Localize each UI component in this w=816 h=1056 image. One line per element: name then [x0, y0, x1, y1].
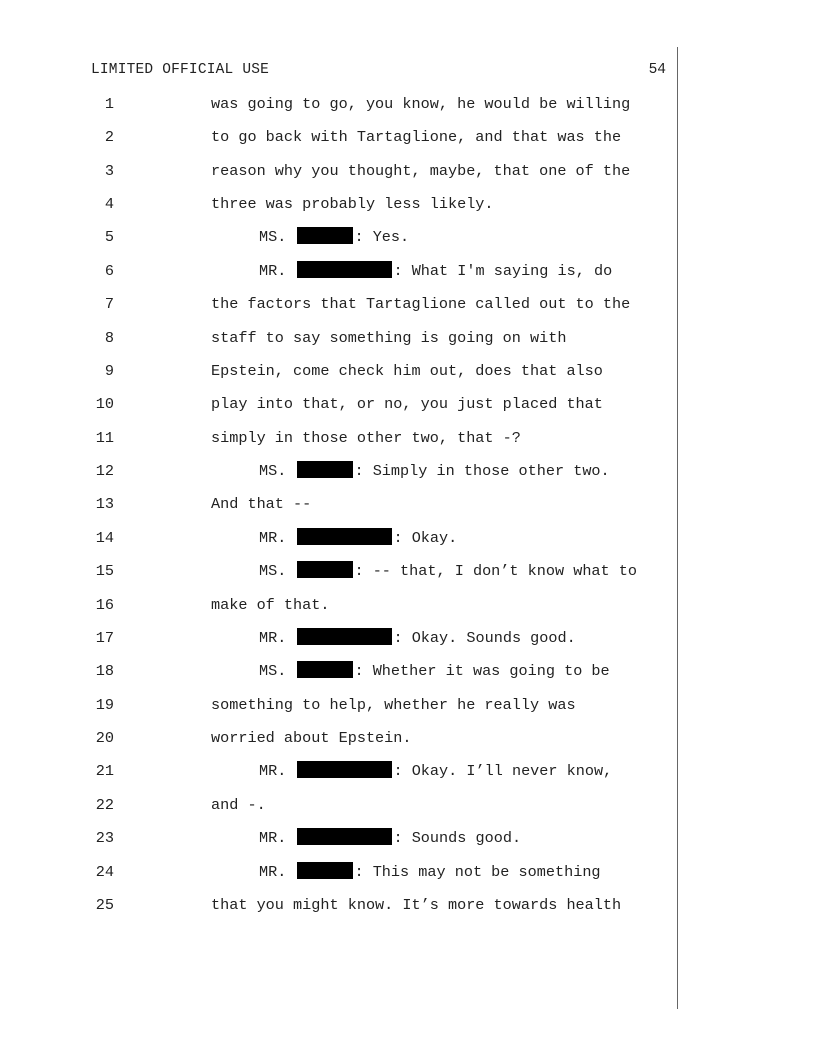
transcript-line	[0, 161, 816, 181]
speaker-title: MS.	[259, 662, 287, 680]
speaker-text: : Whether it was going to be	[354, 662, 610, 680]
speaker-title: MR.	[259, 262, 287, 280]
line-text: Epstein, come check him out, does that also	[211, 362, 603, 380]
line-text: the factors that Tartaglione called out to the	[211, 295, 631, 313]
line-number: 21	[95, 762, 114, 780]
redaction-box	[297, 461, 353, 478]
line-number: 17	[95, 629, 114, 647]
line-number: 24	[95, 863, 114, 881]
transcript-line	[0, 227, 816, 247]
redaction-box	[297, 227, 353, 244]
line-text: staff to say something is going on with	[211, 329, 567, 347]
speaker-line	[259, 828, 521, 848]
line-number: 23	[95, 829, 114, 847]
line-number: 3	[104, 162, 114, 180]
speaker-title: MR.	[259, 829, 287, 847]
transcript-line	[0, 661, 816, 681]
transcript-line	[0, 394, 816, 414]
redaction-box	[297, 661, 353, 678]
transcript-line	[0, 94, 816, 114]
redaction-box	[297, 862, 353, 879]
redaction-box	[297, 528, 392, 545]
speaker-text: : Okay. Sounds good.	[393, 629, 576, 647]
transcript-line	[0, 194, 816, 214]
speaker-text: : Okay. I’ll never know,	[393, 762, 613, 780]
transcript-line	[0, 795, 816, 815]
line-number: 7	[104, 295, 114, 313]
speaker-line	[259, 261, 612, 281]
page-number: 54	[648, 62, 666, 78]
transcript-line	[0, 494, 816, 514]
line-number: 8	[104, 329, 114, 347]
line-number: 25	[95, 896, 114, 914]
speaker-line	[259, 561, 637, 581]
transcript-line	[0, 862, 816, 882]
transcript-line	[0, 428, 816, 448]
line-number: 18	[95, 662, 114, 680]
speaker-title: MR.	[259, 629, 287, 647]
line-number: 1	[104, 95, 114, 113]
speaker-text: : Simply in those other two.	[354, 462, 610, 480]
speaker-title: MS.	[259, 228, 287, 246]
line-number: 13	[95, 495, 114, 513]
transcript-line	[0, 361, 816, 381]
line-number: 22	[95, 796, 114, 814]
transcript-line	[0, 595, 816, 615]
speaker-line	[259, 528, 457, 548]
speaker-title: MS.	[259, 462, 287, 480]
line-text: was going to go, you know, he would be willing	[211, 95, 631, 113]
speaker-text: : Sounds good.	[393, 829, 522, 847]
line-number: 19	[95, 696, 114, 714]
line-number: 6	[104, 262, 114, 280]
transcript-line	[0, 127, 816, 147]
speaker-line	[259, 862, 601, 882]
speaker-text: : Okay.	[393, 529, 458, 547]
line-text: something to help, whether he really was	[211, 696, 576, 714]
line-number: 20	[95, 729, 114, 747]
line-text: make of that.	[211, 596, 330, 614]
speaker-text: : Yes.	[354, 228, 410, 246]
redaction-box	[297, 828, 392, 845]
transcript-line	[0, 695, 816, 715]
line-number: 4	[104, 195, 114, 213]
line-text: And that --	[211, 495, 312, 513]
speaker-line	[259, 628, 576, 648]
line-number: 15	[95, 562, 114, 580]
speaker-line	[259, 761, 612, 781]
transcript-line	[0, 461, 816, 481]
redaction-box	[297, 761, 392, 778]
speaker-line	[259, 661, 610, 681]
line-number: 2	[104, 128, 114, 146]
transcript-line	[0, 895, 816, 915]
redaction-box	[297, 261, 392, 278]
classification-header: LIMITED OFFICIAL USE	[91, 62, 270, 78]
transcript-line	[0, 528, 816, 548]
speaker-title: MR.	[259, 863, 287, 881]
line-number: 16	[95, 596, 114, 614]
transcript-line	[0, 761, 816, 781]
speaker-text: : What I'm saying is, do	[393, 262, 613, 280]
line-number: 5	[104, 228, 114, 246]
redaction-box	[297, 561, 353, 578]
line-text: simply in those other two, that -?	[211, 429, 521, 447]
line-number: 14	[95, 529, 114, 547]
speaker-title: MR.	[259, 762, 287, 780]
transcript-line	[0, 328, 816, 348]
line-text: reason why you thought, maybe, that one of the	[211, 162, 631, 180]
transcript-line	[0, 261, 816, 281]
speaker-text: : -- that, I don’t know what to	[354, 562, 638, 580]
line-text: worried about Epstein.	[211, 729, 412, 747]
transcript-line	[0, 561, 816, 581]
line-number: 9	[104, 362, 114, 380]
line-number: 12	[95, 462, 114, 480]
speaker-title: MR.	[259, 529, 287, 547]
line-text: play into that, or no, you just placed that	[211, 395, 603, 413]
redaction-box	[297, 628, 392, 645]
line-number: 11	[95, 429, 114, 447]
transcript-line	[0, 628, 816, 648]
speaker-text: : This may not be something	[354, 863, 601, 881]
transcript-line	[0, 294, 816, 314]
transcript-line	[0, 828, 816, 848]
line-text: that you might know. It’s more towards health	[211, 896, 622, 914]
speaker-line	[259, 461, 610, 481]
line-number: 10	[95, 395, 114, 413]
speaker-line	[259, 227, 409, 247]
speaker-title: MS.	[259, 562, 287, 580]
line-text: and -.	[211, 796, 266, 814]
transcript-line	[0, 728, 816, 748]
line-text: three was probably less likely.	[211, 195, 494, 213]
line-text: to go back with Tartaglione, and that was the	[211, 128, 622, 146]
